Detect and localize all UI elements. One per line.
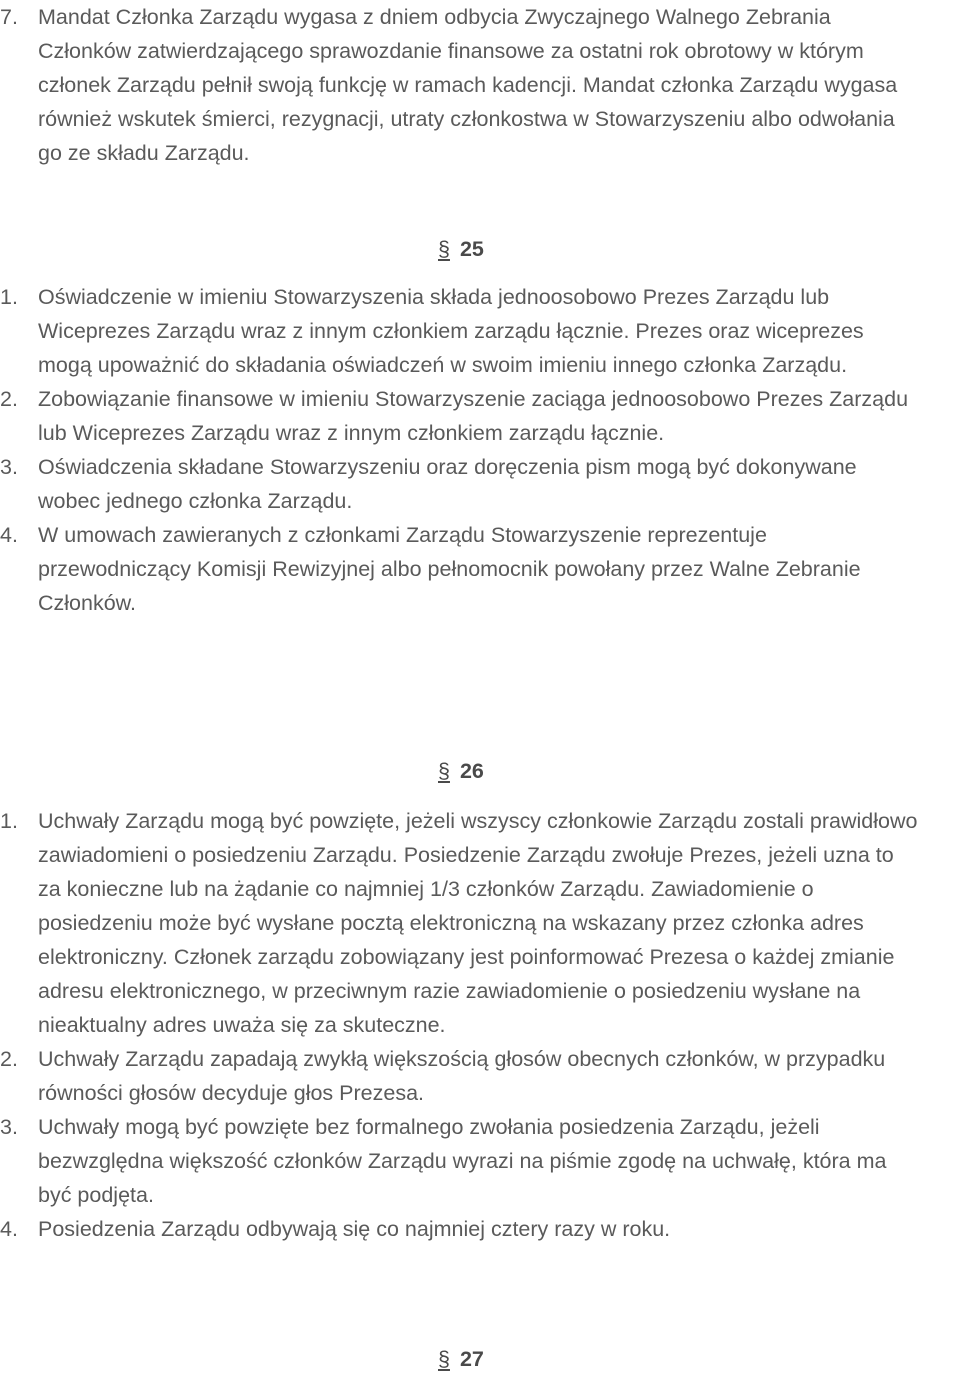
section-24-tail: [0, 0, 960, 170]
list-item: [0, 280, 922, 382]
list-item: [0, 518, 922, 620]
section-symbol: §: [438, 1347, 450, 1371]
section-25-heading: [438, 236, 484, 262]
item-number: 1.: [0, 809, 18, 833]
item-number: 1.: [0, 285, 18, 309]
item-text: Zobowiązanie finansowe w imieniu Stowarzyszenie zaciąga jednoosobowo Prezes Zarządu lub Wiceprezes Zarządu wraz z innym członkiem zarządu łącznie.: [38, 387, 909, 445]
section-25-list: [0, 280, 960, 620]
item-text: Oświadczenie w imieniu Stowarzyszenia składa jednoosobowo Prezes Zarządu lub Wiceprezes Zarządu wraz z innym członkiem zarządu łącznie. Prezes oraz wiceprezes mogą upoważnić do składania oświadczeń w swoim imieniu innego członka Zarządu.: [38, 285, 864, 377]
section-symbol: §: [438, 237, 450, 261]
list-item: [0, 1042, 922, 1110]
list-item: [0, 0, 922, 170]
item-text: Mandat Członka Zarządu wygasa z dniem odbycia Zwyczajnego Walnego Zebrania Członków zatwierdzającego sprawozdanie finansowe za ostatni rok obrotowy w którym członek Zarządu pełnił swoją funkcję w ramach kadencji. Mandat członka Zarządu wygasa również wskutek śmierci, rezygnacji, utraty członkostwa w Stowarzyszeniu albo odwołania go ze składu Zarządu.: [38, 5, 898, 165]
item-number: 4.: [0, 523, 18, 547]
item-number: 3.: [0, 1115, 18, 1139]
item-number: 2.: [0, 387, 18, 411]
item-number: 2.: [0, 1047, 18, 1071]
list-item: [0, 382, 922, 450]
section-number: 26: [459, 759, 484, 783]
item-text: Oświadczenia składane Stowarzyszeniu oraz doręczenia pism mogą być dokonywane wobec jednego członka Zarządu.: [38, 455, 857, 513]
section-number: 27: [459, 1347, 484, 1371]
item-number: 3.: [0, 455, 18, 479]
item-text: Uchwały Zarządu zapadają zwykłą większością głosów obecnych członków, w przypadku równości głosów decyduje głos Prezesa.: [38, 1047, 886, 1105]
item-text: W umowach zawieranych z członkami Zarządu Stowarzyszenie reprezentuje przewodniczący Komisji Rewizyjnej albo pełnomocnik powołany przez Walne Zebranie Członków.: [38, 523, 861, 615]
section-27-heading: [438, 1346, 484, 1372]
section-26-list: [0, 804, 960, 1246]
item-number: 4.: [0, 1217, 18, 1241]
list-item: [0, 1212, 922, 1246]
item-text: Uchwały Zarządu mogą być powzięte, jeżeli wszyscy członkowie Zarządu zostali prawidłowo zawiadomieni o posiedzeniu Zarządu. Posiedzenie Zarządu zwołuje Prezes, jeżeli uzna to za konieczne lub na żądanie co najmniej 1/3 członków Zarządu. Zawiadomienie o posiedzeniu może być wysłane pocztą elektroniczną na wskazany przez członka adres elektroniczny. Członek zarządu zobowiązany jest poinformować Prezesa o każdej zmianie adresu elektronicznego, w przeciwnym razie zawiadomienie o posiedzeniu wysłane na nieaktualny adres uważa się za skuteczne.: [38, 809, 918, 1037]
section-symbol: §: [438, 759, 450, 783]
list-item: [0, 450, 922, 518]
item-text: Uchwały mogą być powzięte bez formalnego zwołania posiedzenia Zarządu, jeżeli bezwzględna większość członków Zarządu wyrazi na piśmie zgodę na uchwałę, która ma być podjęta.: [38, 1115, 887, 1207]
item-text: Posiedzenia Zarządu odbywają się co najmniej cztery razy w roku.: [38, 1217, 671, 1241]
item-number: 7.: [0, 5, 18, 29]
list-item: [0, 1110, 922, 1212]
section-number: 25: [459, 237, 484, 261]
list-item: [0, 804, 922, 1042]
section-26-heading: [438, 758, 484, 784]
